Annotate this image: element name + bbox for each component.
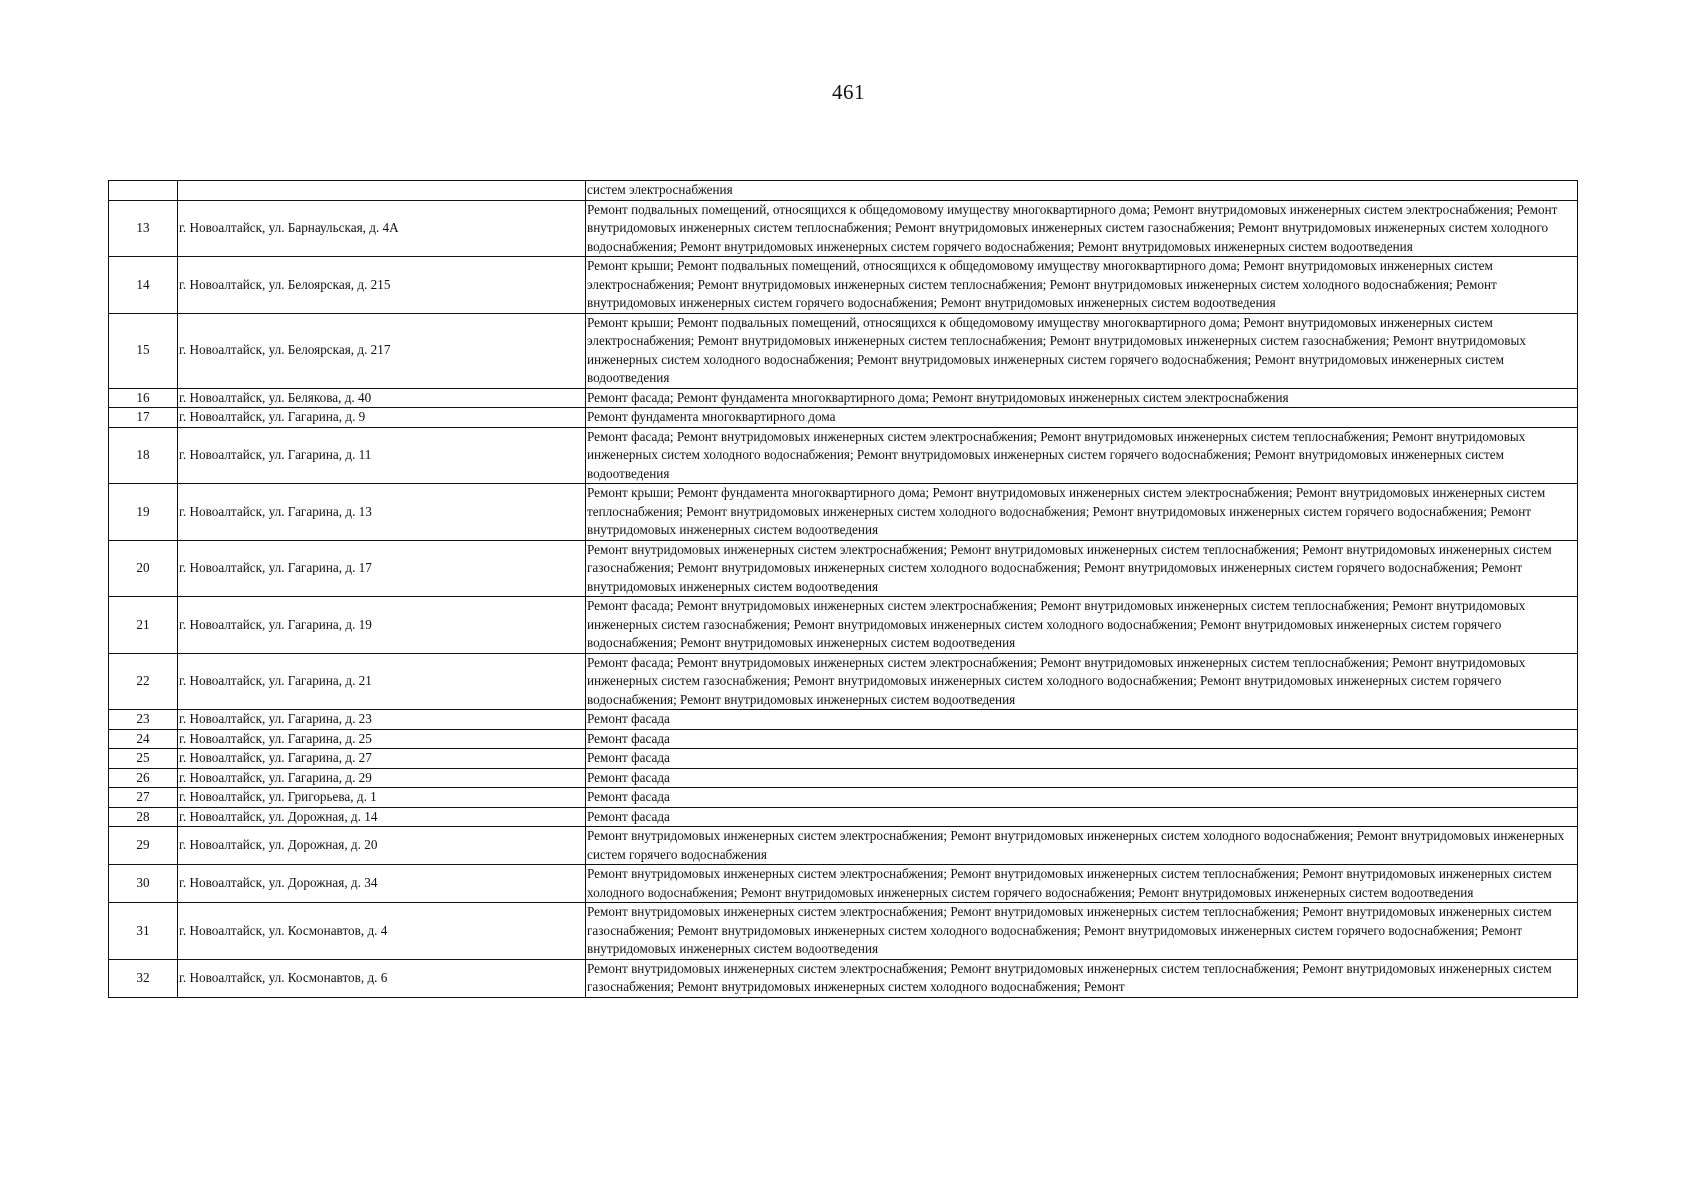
works-cell: Ремонт крыши; Ремонт фундамента многоквартирного дома; Ремонт внутридомовых инженерных систем электроснабжения; Ремонт внутридомовых инженерных систем теплоснабжения; Ремонт внутридомовых инженерных систем холодного водоснабжения; Ремонт внутридомовых инженерных систем горячего водоснабжения; Ремонт внутридомовых инженерных систем водоотведения [586,484,1578,541]
table-row [109,408,1578,428]
works-cell: систем электроснабжения [586,181,1578,201]
table-row [109,597,1578,654]
table-row [109,388,1578,408]
table-row [109,807,1578,827]
row-number: 15 [109,313,178,388]
works-cell: Ремонт подвальных помещений, относящихся к общедомовому имуществу многоквартирного дома; Ремонт внутридомовых инженерных систем электроснабжения; Ремонт внутридомовых инженерных систем теплоснабжения; Ремонт внутридомовых инженерных систем газоснабжения; Ремонт внутридомовых инженерных систем холодного водоснабжения; Ремонт внутридомовых инженерных систем горячего водоснабжения; Ремонт внутридомовых инженерных систем водоотведения [586,200,1578,257]
address-cell: г. Новоалтайск, ул. Барнаульская, д. 4А [178,200,586,257]
works-cell: Ремонт фундамента многоквартирного дома [586,408,1578,428]
works-cell: Ремонт фасада; Ремонт внутридомовых инженерных систем электроснабжения; Ремонт внутридомовых инженерных систем теплоснабжения; Ремонт внутридомовых инженерных систем газоснабжения; Ремонт внутридомовых инженерных систем холодного водоснабжения; Ремонт внутридомовых инженерных систем горячего водоснабжения; Ремонт внутридомовых инженерных систем водоотведения [586,597,1578,654]
address-cell: г. Новоалтайск, ул. Гагарина, д. 25 [178,729,586,749]
address-cell: г. Новоалтайск, ул. Дорожная, д. 14 [178,807,586,827]
table-row [109,903,1578,960]
address-cell: г. Новоалтайск, ул. Дорожная, д. 34 [178,865,586,903]
row-number: 21 [109,597,178,654]
address-cell [178,181,586,201]
works-cell: Ремонт внутридомовых инженерных систем электроснабжения; Ремонт внутридомовых инженерных систем теплоснабжения; Ремонт внутридомовых инженерных систем газоснабжения; Ремонт внутридомовых инженерных систем холодного водоснабжения; Ремонт внутридомовых инженерных систем горячего водоснабжения; Ремонт внутридомовых инженерных систем водоотведения [586,903,1578,960]
works-cell: Ремонт фасада; Ремонт фундамента многоквартирного дома; Ремонт внутридомовых инженерных систем электроснабжения [586,388,1578,408]
address-cell: г. Новоалтайск, ул. Гагарина, д. 13 [178,484,586,541]
table-row [109,827,1578,865]
address-cell: г. Новоалтайск, ул. Белоярская, д. 217 [178,313,586,388]
repair-table [108,180,1578,998]
address-cell: г. Новоалтайск, ул. Космонавтов, д. 6 [178,959,586,997]
works-cell: Ремонт фасада [586,729,1578,749]
row-number: 27 [109,788,178,808]
works-cell: Ремонт фасада [586,749,1578,769]
works-cell: Ремонт фасада [586,807,1578,827]
row-number: 28 [109,807,178,827]
table-row [109,313,1578,388]
table-row [109,200,1578,257]
works-cell: Ремонт фасада; Ремонт внутридомовых инженерных систем электроснабжения; Ремонт внутридомовых инженерных систем теплоснабжения; Ремонт внутридомовых инженерных систем газоснабжения; Ремонт внутридомовых инженерных систем холодного водоснабжения; Ремонт внутридомовых инженерных систем горячего водоснабжения; Ремонт внутридомовых инженерных систем водоотведения [586,653,1578,710]
row-number: 30 [109,865,178,903]
row-number: 16 [109,388,178,408]
table-row [109,710,1578,730]
address-cell: г. Новоалтайск, ул. Космонавтов, д. 4 [178,903,586,960]
row-number: 17 [109,408,178,428]
table-row [109,257,1578,314]
row-number: 22 [109,653,178,710]
address-cell: г. Новоалтайск, ул. Гагарина, д. 27 [178,749,586,769]
row-number: 19 [109,484,178,541]
address-cell: г. Новоалтайск, ул. Белякова, д. 40 [178,388,586,408]
row-number: 18 [109,427,178,484]
table-row [109,788,1578,808]
address-cell: г. Новоалтайск, ул. Григорьева, д. 1 [178,788,586,808]
table-row [109,540,1578,597]
works-cell: Ремонт крыши; Ремонт подвальных помещений, относящихся к общедомовому имуществу многоквартирного дома; Ремонт внутридомовых инженерных систем электроснабжения; Ремонт внутридомовых инженерных систем теплоснабжения; Ремонт внутридомовых инженерных систем холодного водоснабжения; Ремонт внутридомовых инженерных систем горячего водоснабжения; Ремонт внутридомовых инженерных систем водоотведения [586,257,1578,314]
table-row [109,484,1578,541]
address-cell: г. Новоалтайск, ул. Белоярская, д. 215 [178,257,586,314]
row-number: 31 [109,903,178,960]
works-cell: Ремонт внутридомовых инженерных систем электроснабжения; Ремонт внутридомовых инженерных систем теплоснабжения; Ремонт внутридомовых инженерных систем газоснабжения; Ремонт внутридомовых инженерных систем холодного водоснабжения; Ремонт [586,959,1578,997]
works-cell: Ремонт фасада [586,768,1578,788]
row-number: 14 [109,257,178,314]
row-number: 23 [109,710,178,730]
table-row [109,749,1578,769]
repair-table-container [108,180,1578,998]
row-number [109,181,178,201]
works-cell: Ремонт внутридомовых инженерных систем электроснабжения; Ремонт внутридомовых инженерных систем теплоснабжения; Ремонт внутридомовых инженерных систем холодного водоснабжения; Ремонт внутридомовых инженерных систем горячего водоснабжения; Ремонт внутридомовых инженерных систем водоотведения [586,865,1578,903]
row-number: 13 [109,200,178,257]
address-cell: г. Новоалтайск, ул. Гагарина, д. 29 [178,768,586,788]
table-row [109,427,1578,484]
address-cell: г. Новоалтайск, ул. Гагарина, д. 11 [178,427,586,484]
row-number: 20 [109,540,178,597]
works-cell: Ремонт фасада [586,710,1578,730]
address-cell: г. Новоалтайск, ул. Гагарина, д. 19 [178,597,586,654]
row-number: 29 [109,827,178,865]
table-row [109,959,1578,997]
page-number: 461 [832,80,865,104]
address-cell: г. Новоалтайск, ул. Дорожная, д. 20 [178,827,586,865]
table-row [109,865,1578,903]
row-number: 32 [109,959,178,997]
row-number: 24 [109,729,178,749]
works-cell: Ремонт внутридомовых инженерных систем электроснабжения; Ремонт внутридомовых инженерных систем теплоснабжения; Ремонт внутридомовых инженерных систем газоснабжения; Ремонт внутридомовых инженерных систем холодного водоснабжения; Ремонт внутридомовых инженерных систем горячего водоснабжения; Ремонт внутридомовых инженерных систем водоотведения [586,540,1578,597]
row-number: 26 [109,768,178,788]
works-cell: Ремонт фасада; Ремонт внутридомовых инженерных систем электроснабжения; Ремонт внутридомовых инженерных систем теплоснабжения; Ремонт внутридомовых инженерных систем холодного водоснабжения; Ремонт внутридомовых инженерных систем горячего водоснабжения; Ремонт внутридомовых инженерных систем водоотведения [586,427,1578,484]
row-number: 25 [109,749,178,769]
table-row [109,768,1578,788]
address-cell: г. Новоалтайск, ул. Гагарина, д. 23 [178,710,586,730]
works-cell: Ремонт фасада [586,788,1578,808]
table-row [109,653,1578,710]
address-cell: г. Новоалтайск, ул. Гагарина, д. 21 [178,653,586,710]
table-row [109,181,1578,201]
works-cell: Ремонт крыши; Ремонт подвальных помещений, относящихся к общедомовому имуществу многоквартирного дома; Ремонт внутридомовых инженерных систем электроснабжения; Ремонт внутридомовых инженерных систем теплоснабжения; Ремонт внутридомовых инженерных систем газоснабжения; Ремонт внутридомовых инженерных систем холодного водоснабжения; Ремонт внутридомовых инженерных систем горячего водоснабжения; Ремонт внутридомовых инженерных систем водоотведения [586,313,1578,388]
address-cell: г. Новоалтайск, ул. Гагарина, д. 17 [178,540,586,597]
table-body [109,181,1578,998]
table-row [109,729,1578,749]
address-cell: г. Новоалтайск, ул. Гагарина, д. 9 [178,408,586,428]
works-cell: Ремонт внутридомовых инженерных систем электроснабжения; Ремонт внутридомовых инженерных систем холодного водоснабжения; Ремонт внутридомовых инженерных систем горячего водоснабжения [586,827,1578,865]
